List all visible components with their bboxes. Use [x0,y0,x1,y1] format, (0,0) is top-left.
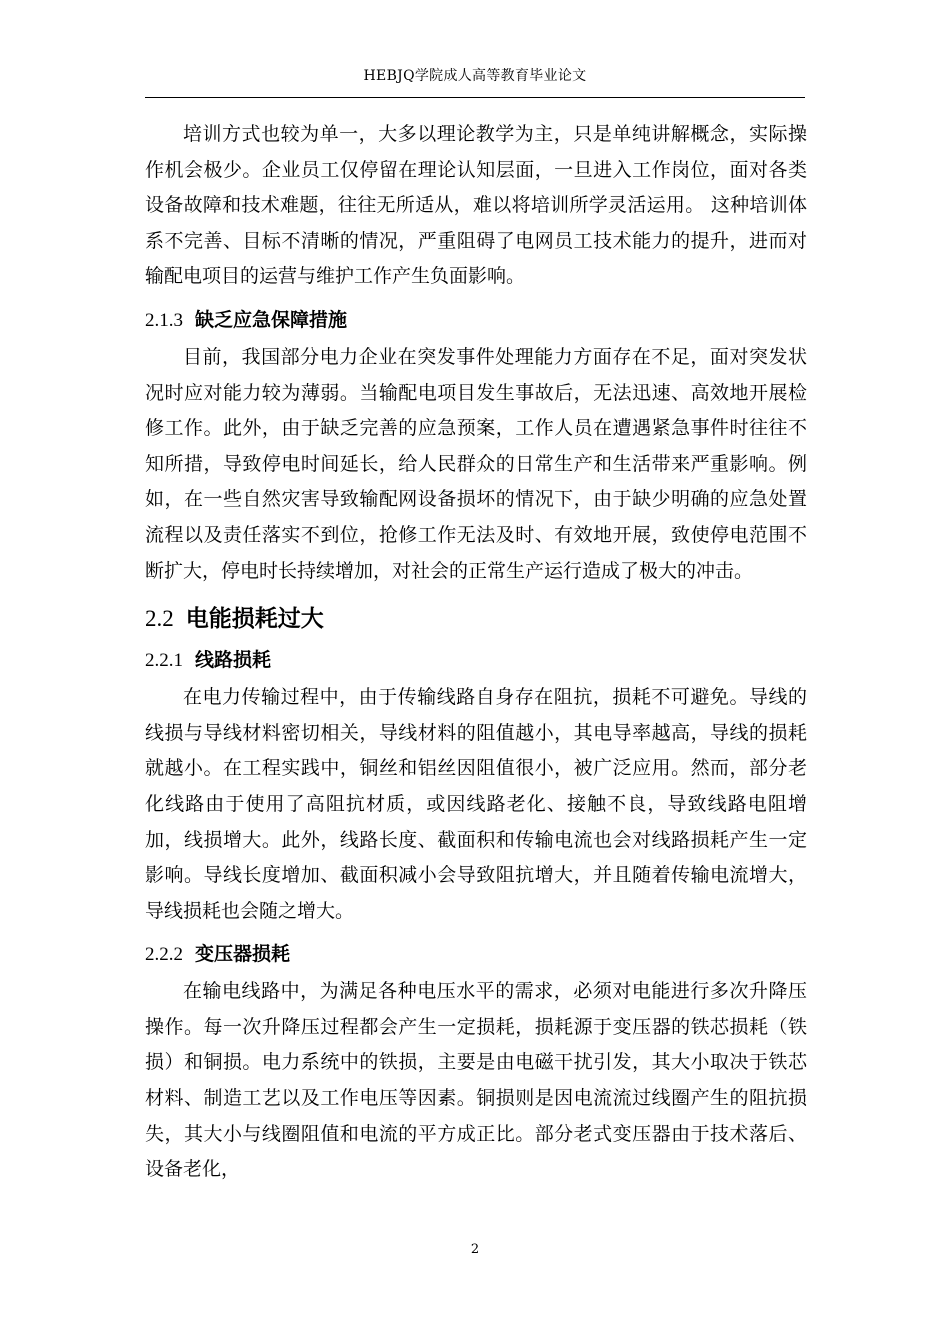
paragraph-transformer-loss: 在输电线路中，为满足各种电压水平的需求，必须对电能进行多次升降压操作。每一次升降压过程都会产生一定损耗，损耗源于变压器的铁芯损耗（铁损）和铜损。电力系统中的铁损，主要是由电磁干扰引发，其大小取决于铁芯材料、制造工艺以及工作电压等因素。铜损则是因电流流过线圈产生的阻抗损失，其大小与线圈阻值和电流的平方成正比。部分老式变压器由于技术落后、设备老化， [145,980,807,1181]
header-rule [145,97,805,98]
heading-number: 2.2.1 [145,650,183,672]
heading-title: 缺乏应急保障措施 [195,308,348,331]
running-header: HEBJQ学院成人高等教育毕业论文 [363,68,587,84]
page-content [145,117,807,1188]
heading-2-2-1 [145,645,807,676]
page-number: 2 [470,1242,480,1257]
heading-2-1-3 [145,305,807,336]
heading-number: 2.2.2 [145,944,183,966]
paragraph-line-loss: 在电力传输过程中，由于传输线路自身存在阻抗，损耗不可避免。导线的线损与导线材料密切相关，导线材料的阻值越小，其电导率越高，导线的损耗就越小。在工程实践中，铜丝和铝丝因阻值很小，被广泛应用。然而，部分老化线路由于使用了高阻抗材质，或因线路老化、接触不良，导致线路电阻增加，线损增大。此外，线路长度、截面积和传输电流也会对线路损耗产生一定影响。导线长度增加、截面积减小会导致阻抗增大，并且随着传输电流增大，导线损耗也会随之增大。 [145,686,807,922]
heading-2-2 [145,603,807,635]
heading-number: 2.2 [145,606,174,632]
heading-title: 变压器损耗 [195,943,291,966]
paragraph-training: 培训方式也较为单一，大多以理论教学为主，只是单纯讲解概念，实际操作机会极少。企业员工仅停留在理论认知层面，一旦进入工作岗位，面对各类设备故障和技术难题，往往无所适从，难以将培训所学灵活运用。 这种培训体系不完善、目标不清晰的情况，严重阻碍了电网员工技术能力的提升，进而对输配电项目的运营与维护工作产生负面影响。 [145,123,807,288]
heading-title: 电能损耗过大 [185,606,324,633]
heading-number: 2.1.3 [145,309,183,331]
heading-title: 线路损耗 [195,649,272,672]
paragraph-emergency: 目前，我国部分电力企业在突发事件处理能力方面存在不足，面对突发状况时应对能力较为薄弱。当输配电项目发生事故后，无法迅速、高效地开展检修工作。此外，由于缺乏完善的应急预案，工作人员在遭遇紧急事件时往往不知所措，导致停电时间延长，给人民群众的日常生产和生活带来严重影响。例如，在一些自然灾害导致输配网设备损坏的情况下，由于缺少明确的应急处置流程以及责任落实不到位，抢修工作无法及时、有效地开展，致使停电范围不断扩大，停电时长持续增加，对社会的正常生产运行造成了极大的冲击。 [145,345,807,582]
heading-2-2-2 [145,939,807,970]
